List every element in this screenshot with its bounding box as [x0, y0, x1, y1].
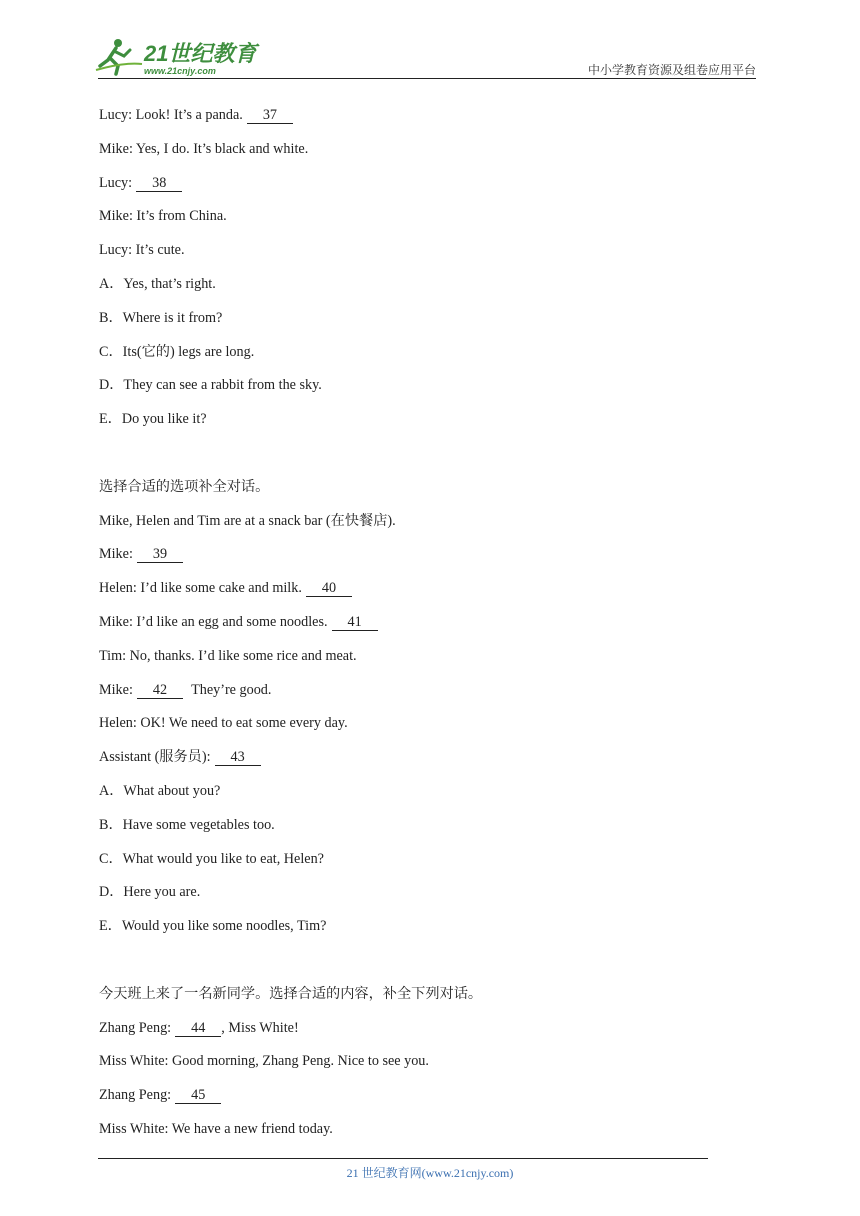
- dialogue-text: Helen: OK! We need to eat some every day.: [99, 715, 348, 732]
- dialogue-text: Mike:: [99, 681, 133, 698]
- dialogue-line: [99, 133, 759, 167]
- answer-option: E．Would you like some noodles, Tim?: [99, 918, 327, 935]
- dialogue-text: Miss White: Good morning, Zhang Peng. Nice to see you.: [99, 1053, 429, 1070]
- footer-text: 21 世纪教育网(www.21cnjy.com): [346, 1166, 514, 1180]
- answer-blank[interactable]: 43: [215, 750, 261, 766]
- dialogue-text: Miss White: We have a new friend today.: [99, 1120, 333, 1137]
- options-section-2: [99, 775, 759, 944]
- dialogue-line: [99, 674, 759, 708]
- answer-blank[interactable]: 44: [175, 1021, 221, 1037]
- answer-option: D．Here you are.: [99, 884, 201, 901]
- answer-option: C．Its(它的) legs are long.: [99, 343, 255, 360]
- section-gap: [99, 944, 759, 978]
- dialogue-text-after: They’re good.: [191, 681, 272, 698]
- document-body: [99, 99, 759, 1147]
- dialogue-line: [99, 99, 759, 133]
- dialogue-text: Lucy: It’s cute.: [99, 242, 185, 259]
- answer-option: A．Yes, that’s right.: [99, 275, 216, 292]
- answer-blank[interactable]: 38: [136, 176, 182, 192]
- dialogue-text: Mike:: [99, 546, 133, 563]
- dialogue-line: [99, 167, 759, 201]
- dialogue-section-2: [99, 505, 759, 775]
- dialogue-text: Lucy:: [99, 174, 133, 191]
- dialogue-text: Mike: It’s from China.: [99, 208, 227, 225]
- answer-option: A．What about you?: [99, 782, 221, 799]
- dialogue-line: [99, 538, 759, 572]
- dialogue-text: Mike: I’d like an egg and some noodles.: [99, 613, 328, 630]
- dialogue-text: Mike: Yes, I do. It’s black and white.: [99, 140, 309, 157]
- dialogue-line: [99, 234, 759, 268]
- dialogue-line: [99, 1079, 759, 1113]
- dialogue-line: [99, 505, 759, 539]
- answer-option: B．Where is it from?: [99, 309, 223, 326]
- dialogue-line: [99, 707, 759, 741]
- answer-option: E．Do you like it?: [99, 411, 207, 428]
- answer-option: B．Have some vegetables too.: [99, 816, 275, 833]
- logo-url: www.21cnjy.com: [144, 66, 216, 76]
- answer-option: C．What would you like to eat, Helen?: [99, 850, 324, 867]
- dialogue-line: [99, 1012, 759, 1046]
- logo-text: 21世纪教育: [144, 41, 257, 66]
- section-gap: [99, 437, 759, 471]
- answer-blank[interactable]: 39: [137, 547, 183, 563]
- dialogue-text: Mike, Helen and Tim are at a snack bar (在快餐店).: [99, 512, 396, 529]
- site-name: 中小学教育资源及组卷应用平台: [587, 63, 756, 77]
- dialogue-line: [99, 1113, 759, 1147]
- page-header: [0, 0, 860, 80]
- dialogue-line: [99, 606, 759, 640]
- options-section-1: [99, 268, 759, 437]
- answer-blank[interactable]: 41: [332, 615, 378, 631]
- dialogue-section-3: [99, 1012, 759, 1147]
- dialogue-text: Lucy: Look! It’s a panda.: [99, 107, 243, 123]
- site-logo: [94, 36, 264, 78]
- dialogue-line: [99, 640, 759, 674]
- section-instruction-3: 今天班上来了一名新同学。选择合适的内容，补全下列对话。: [99, 985, 483, 1002]
- dialogue-text: Tim: No, thanks. I’d like some rice and meat.: [99, 647, 357, 664]
- answer-blank[interactable]: 45: [175, 1088, 221, 1104]
- dialogue-line: [99, 572, 759, 606]
- dialogue-section-1: [99, 99, 759, 268]
- dialogue-text: Assistant (服务员):: [99, 749, 211, 766]
- section-instruction-2: 选择合适的选项补全对话。: [99, 478, 270, 495]
- dialogue-text-after: , Miss White!: [221, 1019, 299, 1036]
- answer-blank[interactable]: 37: [247, 108, 293, 124]
- dialogue-text: Zhang Peng:: [99, 1019, 172, 1036]
- dialogue-line: [99, 1045, 759, 1079]
- dialogue-line: [99, 200, 759, 234]
- answer-blank[interactable]: 42: [137, 683, 183, 699]
- footer-divider: [98, 1158, 708, 1159]
- answer-option: D．They can see a rabbit from the sky.: [99, 377, 322, 394]
- header-divider: [98, 78, 756, 79]
- dialogue-text: Zhang Peng:: [99, 1087, 172, 1104]
- dialogue-line: [99, 741, 759, 775]
- dialogue-text: Helen: I’d like some cake and milk.: [99, 580, 302, 597]
- answer-blank[interactable]: 40: [306, 581, 352, 597]
